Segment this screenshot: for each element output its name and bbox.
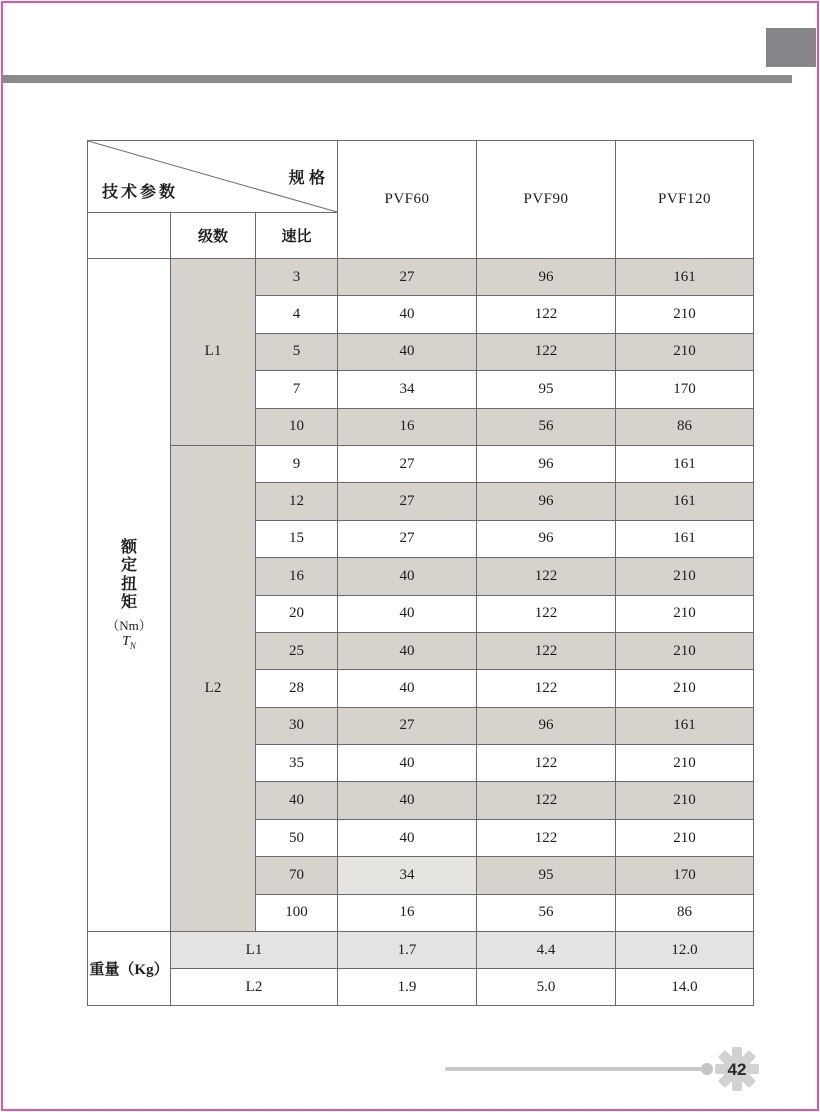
value-cell: 161 bbox=[616, 707, 754, 744]
value-cell: 210 bbox=[616, 782, 754, 819]
value-cell: 56 bbox=[477, 408, 616, 445]
ratio-cell: 28 bbox=[256, 670, 338, 707]
value-cell: 122 bbox=[477, 296, 616, 333]
value-cell: 34 bbox=[338, 857, 477, 894]
ratio-cell: 100 bbox=[256, 894, 338, 931]
column-header-pvf90: PVF90 bbox=[477, 141, 616, 259]
value-cell: 122 bbox=[477, 632, 616, 669]
torque-symbol-main: T bbox=[122, 634, 130, 650]
value-cell: 161 bbox=[616, 520, 754, 557]
weight-stage-cell: L1 bbox=[171, 932, 338, 969]
value-cell: 40 bbox=[338, 745, 477, 782]
value-cell: 210 bbox=[616, 819, 754, 856]
header-rule-bar bbox=[2, 75, 792, 83]
ratio-cell: 3 bbox=[256, 259, 338, 296]
value-cell: 86 bbox=[616, 408, 754, 445]
value-cell: 161 bbox=[616, 483, 754, 520]
weight-value-cell: 1.7 bbox=[338, 932, 477, 969]
torque-label-wrap bbox=[88, 539, 170, 651]
footer-dot bbox=[701, 1063, 713, 1075]
ratio-cell: 4 bbox=[256, 296, 338, 333]
ratio-cell: 20 bbox=[256, 595, 338, 632]
value-cell: 27 bbox=[338, 483, 477, 520]
value-cell: 95 bbox=[477, 371, 616, 408]
ratio-cell: 70 bbox=[256, 857, 338, 894]
value-cell: 170 bbox=[616, 857, 754, 894]
table-body bbox=[88, 259, 754, 932]
value-cell: 27 bbox=[338, 520, 477, 557]
value-cell: 27 bbox=[338, 445, 477, 482]
spec-table bbox=[87, 140, 754, 1006]
value-cell: 96 bbox=[477, 259, 616, 296]
column-header-pvf120: PVF120 bbox=[616, 141, 754, 259]
value-cell: 40 bbox=[338, 670, 477, 707]
value-cell: 122 bbox=[477, 333, 616, 370]
stage-column-header: 级数 bbox=[171, 213, 256, 259]
ratio-cell: 15 bbox=[256, 520, 338, 557]
value-cell: 16 bbox=[338, 408, 477, 445]
torque-label-chars bbox=[121, 539, 137, 613]
value-cell: 56 bbox=[477, 894, 616, 931]
value-cell: 95 bbox=[477, 857, 616, 894]
value-cell: 27 bbox=[338, 707, 477, 744]
header-corner-block bbox=[766, 28, 816, 67]
ratio-cell: 50 bbox=[256, 819, 338, 856]
ratio-cell: 16 bbox=[256, 558, 338, 595]
value-cell: 27 bbox=[338, 259, 477, 296]
weight-value-cell: 14.0 bbox=[616, 969, 754, 1006]
value-cell: 40 bbox=[338, 595, 477, 632]
tech-params-label: 技术参数 bbox=[102, 184, 179, 201]
empty-header-cell bbox=[88, 213, 171, 259]
value-cell: 210 bbox=[616, 595, 754, 632]
value-cell: 40 bbox=[338, 558, 477, 595]
torque-axis-label bbox=[88, 259, 171, 932]
weight-value-cell: 12.0 bbox=[616, 932, 754, 969]
value-cell: 86 bbox=[616, 894, 754, 931]
ratio-cell: 7 bbox=[256, 371, 338, 408]
value-cell: 40 bbox=[338, 782, 477, 819]
value-cell: 161 bbox=[616, 445, 754, 482]
value-cell: 40 bbox=[338, 819, 477, 856]
ratio-cell: 12 bbox=[256, 483, 338, 520]
value-cell: 122 bbox=[477, 670, 616, 707]
value-cell: 122 bbox=[477, 558, 616, 595]
value-cell: 34 bbox=[338, 371, 477, 408]
weight-value-cell: 5.0 bbox=[477, 969, 616, 1006]
value-cell: 122 bbox=[477, 819, 616, 856]
ratio-cell: 9 bbox=[256, 445, 338, 482]
value-cell: 210 bbox=[616, 745, 754, 782]
value-cell: 122 bbox=[477, 595, 616, 632]
value-cell: 210 bbox=[616, 632, 754, 669]
value-cell: 40 bbox=[338, 333, 477, 370]
value-cell: 96 bbox=[477, 707, 616, 744]
gear-icon bbox=[713, 1045, 761, 1093]
value-cell: 210 bbox=[616, 558, 754, 595]
column-header-pvf60: PVF60 bbox=[338, 141, 477, 259]
torque-label-char: 定 bbox=[120, 557, 137, 575]
weight-value-cell: 1.9 bbox=[338, 969, 477, 1006]
weight-stage-cell: L2 bbox=[171, 969, 338, 1006]
ratio-cell: 40 bbox=[256, 782, 338, 819]
weight-label: 重量（Kg） bbox=[88, 932, 171, 1006]
value-cell: 170 bbox=[616, 371, 754, 408]
value-cell: 210 bbox=[616, 296, 754, 333]
torque-label-char: 扭 bbox=[120, 575, 137, 593]
ratio-cell: 25 bbox=[256, 632, 338, 669]
value-cell: 40 bbox=[338, 296, 477, 333]
weight-value-cell: 4.4 bbox=[477, 932, 616, 969]
value-cell: 96 bbox=[477, 445, 616, 482]
ratio-cell: 5 bbox=[256, 333, 338, 370]
ratio-cell: 10 bbox=[256, 408, 338, 445]
value-cell: 210 bbox=[616, 333, 754, 370]
value-cell: 122 bbox=[477, 745, 616, 782]
torque-label-char: 矩 bbox=[120, 594, 137, 611]
value-cell: 122 bbox=[477, 782, 616, 819]
stage-group-label: L2 bbox=[171, 445, 256, 931]
stage-group-label: L1 bbox=[171, 259, 256, 446]
torque-symbol-sub: N bbox=[129, 641, 136, 652]
value-cell: 40 bbox=[338, 632, 477, 669]
diagonal-header-cell bbox=[88, 141, 338, 213]
torque-symbol bbox=[122, 635, 136, 651]
page-number: 42 bbox=[727, 1060, 747, 1079]
ratio-cell: 30 bbox=[256, 707, 338, 744]
value-cell: 96 bbox=[477, 483, 616, 520]
ratio-cell: 35 bbox=[256, 745, 338, 782]
weight-section bbox=[88, 932, 754, 1006]
torque-unit-label: （Nm） bbox=[106, 618, 152, 634]
value-cell: 16 bbox=[338, 894, 477, 931]
spec-header-label: 规 格 bbox=[288, 170, 326, 187]
torque-label-char: 额 bbox=[120, 538, 137, 556]
footer-rule-line bbox=[445, 1067, 708, 1071]
value-cell: 161 bbox=[616, 259, 754, 296]
ratio-column-header: 速比 bbox=[256, 213, 338, 259]
value-cell: 210 bbox=[616, 670, 754, 707]
value-cell: 96 bbox=[477, 520, 616, 557]
